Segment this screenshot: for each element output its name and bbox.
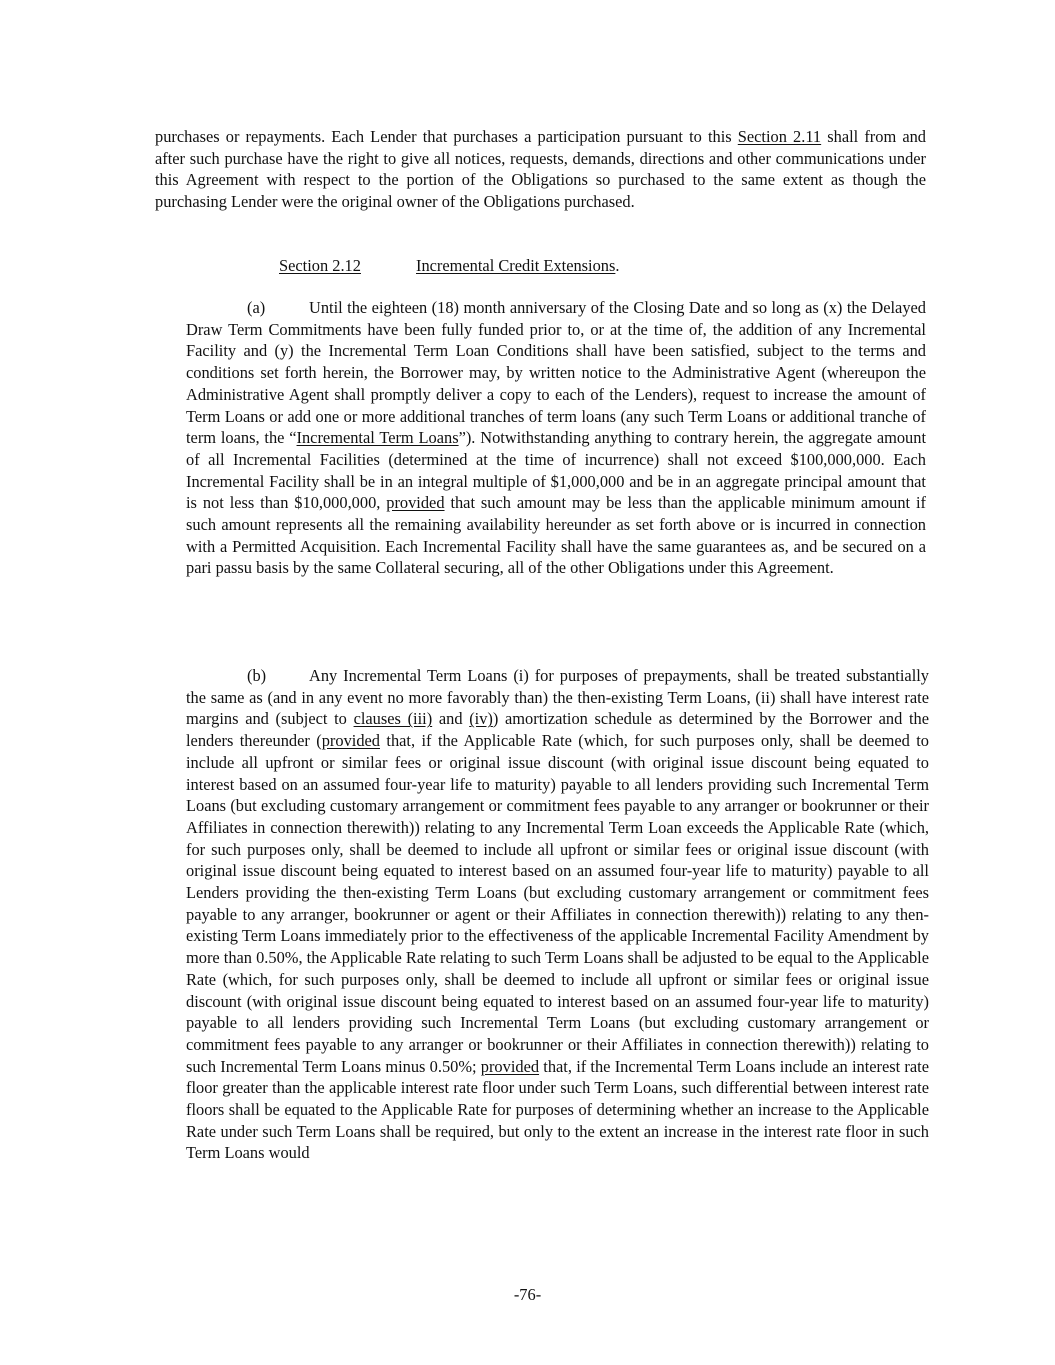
paragraph-b-text-3: ) amortization schedule as determined by the Borrower and the lenders thereunder ( [186,709,929,751]
section-heading [279,255,619,277]
paragraph-b-text-1: Any Incremental Term Loans (i) for purposes of prepayments, shall be treated substantially the same as (and in any event no more favorably than) the then-existing Term Loans, (ii) shall have interest rate margins and (subject to [186,666,929,729]
paragraph-a-text-1: Until the eighteen (18) month anniversary of the Closing Date and so long as (x) the Delayed Draw Term Commitments have been fully funded prior to, or at the time of, the addition of any Incremental Facility and (y) the Incremental Term Loan Conditions shall have been satisfied, subject to the terms and conditions set forth herein, the Borrower may, by written notice to the Administrative Agent (whereupon the Administrative Agent shall promptly deliver a copy to each of the Lenders), request to increase the amount of Term Loans or add one or more additional tranches of term loans (any such Term Loans or additional tranche of term loans, the “ [186,298,926,448]
paragraph-a-label: (a) [247,298,266,317]
provided-term: provided [386,493,445,513]
clause-iv-reference: (iv) [469,709,493,729]
provided-term: provided [480,1056,540,1076]
paragraph-b-text-2: and [432,709,470,729]
intro-text-2: shall from and after such purchase have the right to give all notices, requests, demands, directions and other communications under this Agreement with respect to the portion of the Obligations so purchased to the same extent as though the purchasing Lender were the original owner of the Obligations purchased. [155,127,926,212]
intro-text-1: purchases or repayments. Each Lender that purchases a participation pursuant to this [155,127,738,146]
section-number: Section 2.12 [279,256,361,275]
paragraph-b [186,665,929,1164]
intro-paragraph [155,126,926,213]
paragraph-b-label: (b) [247,666,267,685]
page-number: -76- [513,1285,542,1304]
paragraph-a-text-2: ”). Notwithstanding anything to contrary herein, the aggregate amount of all Incremental Facilities (determined at the time of incurrence) shall not exceed $100,000,000. Each Incremental Facility shall be in an integral multiple of $1,000,000 and be in an aggregate principal amount that is not less than $10,000,000, [186,428,926,513]
paragraph-b-text-4: that, if the Applicable Rate (which, for such purposes only, shall be deemed to include all upfront or similar fees or original issue discount (with original issue discount being equated to interest based on an assumed four-year life to maturity) payable to all lenders providing such Incremental Term Loans (but excluding customary arrangement or commitment fees payable to any arranger or bookrunner or their Affiliates in connection therewith)) relating to any Incremental Term Loan exceeds the Applicable Rate (which, for such purposes only, shall be deemed to include all upfront or similar fees or original issue discount (with original issue discount being equated to interest based on an assumed four-year life to maturity) payable to all Lenders providing the then-existing Term Loans (but excluding customary arrangement or commitment fees payable to any arranger, bookrunner or agent or their Affiliates in connection therewith)) relating to any then-existing Term Loans immediately prior to the effectiveness of the applicable Incremental Facility Amendment by more than 0.50%, the Applicable Rate relating to such Term Loans shall be adjusted to be equal to the Applicable Rate (which, for such purposes only, shall be deemed to include all upfront or similar fees or original issue discount (with original issue discount being equated to interest based on an assumed four-year life to maturity) payable to all lenders providing such Incremental Term Loans (but excluding customary arrangement or commitment fees payable to any arranger or bookrunner or their Affiliates in connection therewith)) relating to such Incremental Term Loans minus 0.50%; [186,731,929,1076]
paragraph-b-text-5: that, if the Incremental Term Loans include an interest rate floor greater than the applicable interest rate floor under such Term Loans, such differential between interest rate floors shall be equated to the Applicable Rate for purposes of determining whether an increase to the Applicable Rate under such Term Loans shall be required, but only to the extent an increase in the interest rate floor in such Term Loans would [186,1056,929,1163]
paragraph-a [186,297,926,579]
section-2-11-reference: Section 2.11 [737,127,822,146]
section-title: Incremental Credit Extensions [416,256,616,275]
section-title-period: . [615,256,620,275]
provided-term: provided [321,731,380,751]
clauses-iii-reference: clauses (iii) [353,709,433,729]
incremental-term-loans-defined-term: Incremental Term Loans [296,428,459,448]
paragraph-a-text-3: that such amount may be less than the applicable minimum amount if such amount represents all the remaining availability hereunder as set forth above or is incurred in connection with a Permitted Acquisition. Each Incremental Facility shall have the same guarantees as, and be secured on a pari passu basis by the same Collateral securing, all of the other Obligations under this Agreement. [186,493,926,578]
